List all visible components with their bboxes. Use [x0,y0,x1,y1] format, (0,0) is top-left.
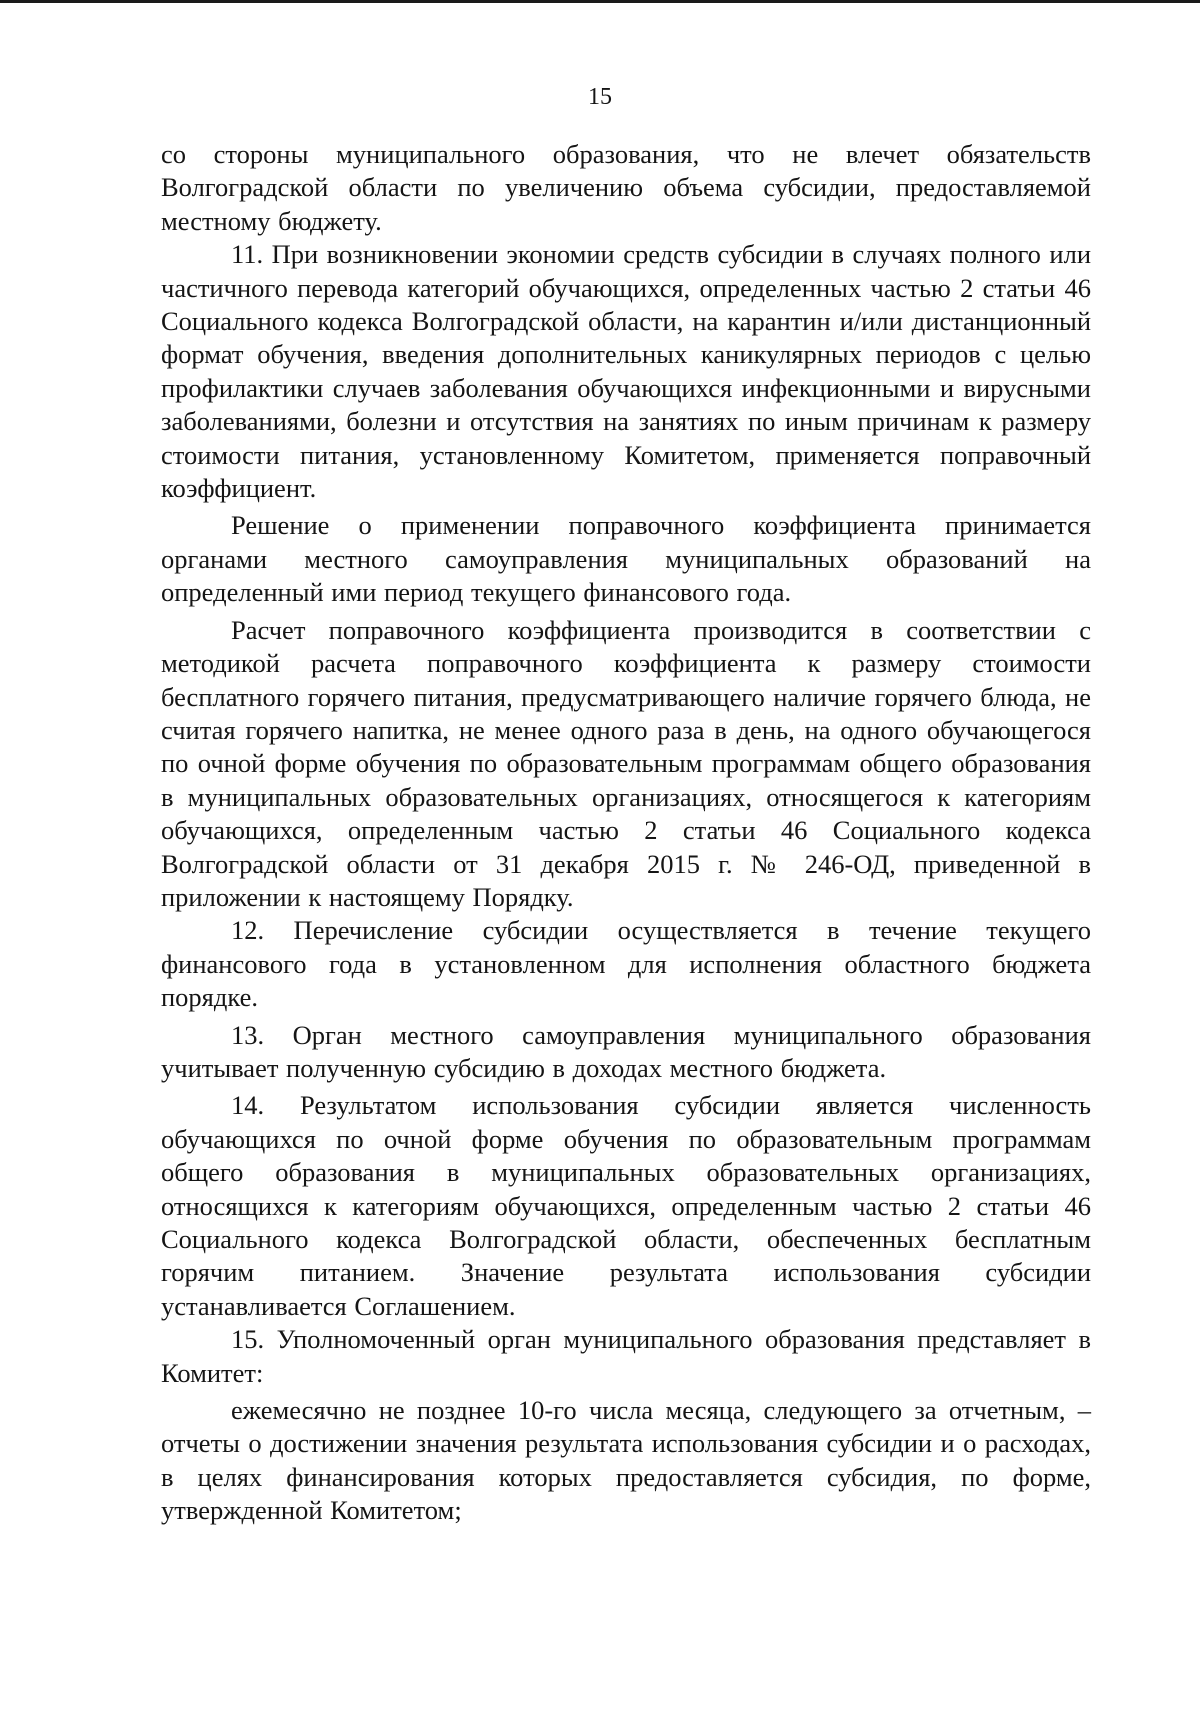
paragraph-item-13: 13. Орган местного самоуправления муниципального образования учитывает полученную субсидию в доходах местного бюджета. [161,1019,1091,1083]
paragraph-item-14: 14. Результатом использования субсидии является численность обучающихся по очной форме обучения по образовательным программам общего образования в муниципальных образовательных организациях, относящихся к категориям обучающихся, определенным частью 2 статьи 46 Социального кодекса Волгоградской области, обеспеченных бесплатным горячим питанием. Значение результата использования субсидии устанавливается Соглашением. [161,1090,1091,1321]
paragraph-item-12: 12. Перечисление субсидии осуществляется в течение текущего финансового года в установленном для исполнения областного бюджета порядке. [161,915,1091,1013]
paragraph-calculation: Расчет поправочного коэффициента производится в соответствии с методикой расчета поправочного коэффициента к размеру стоимости бесплатного горячего питания, предусматривающего наличие горячего блюда, не считая горячего напитка, не менее одного раза в день, на одного обучающегося по очной форме обучения по образовательным программам общего образования в муниципальных образовательных организациях, относящегося к категориям обучающихся, определенным частью 2 статьи 46 Социального кодекса Волгоградской области от 31 декабря 2015 г. № 246-ОД, приведенной в приложении к настоящему Порядку. [161,614,1091,912]
document-body [161,138,1091,1528]
paragraph-continuation: со стороны муниципального образования, что не влечет обязательств Волгоградской области по увеличению объема субсидии, предоставляемой местному бюджету. [161,139,1091,236]
paragraph-decision: Решение о применении поправочного коэффициента принимается органами местного самоуправления муниципальных образований на определенный ими период текущего финансового года. [161,510,1091,608]
paragraph-item-11: 11. При возникновении экономии средств субсидии в случаях полного или частичного перевода категорий обучающихся, определенных частью 2 статьи 46 Социального кодекса Волгоградской области, на карантин и/или дистанционный формат обучения, введения дополнительных каникулярных периодов с целью профилактики случаев заболевания обучающихся инфекционными и вирусными заболеваниями, болезни и отсутствия на занятиях по иным причинам к размеру стоимости питания, установленному Комитетом, применяется поправочный коэффициент. [161,239,1091,504]
paragraph-item-15: 15. Уполномоченный орган муниципального образования представляет в Комитет: [161,1324,1091,1388]
scan-top-edge [0,0,1200,3]
paragraph-monthly-report: ежемесячно не позднее 10-го числа месяца, следующего за отчетным, – отчеты о достижении значения результата использования субсидии и о расходах, в целях финансирования которых предоставляется субсидия, по форме, утвержденной Комитетом; [161,1395,1091,1526]
page-number: 15 [588,84,612,110]
